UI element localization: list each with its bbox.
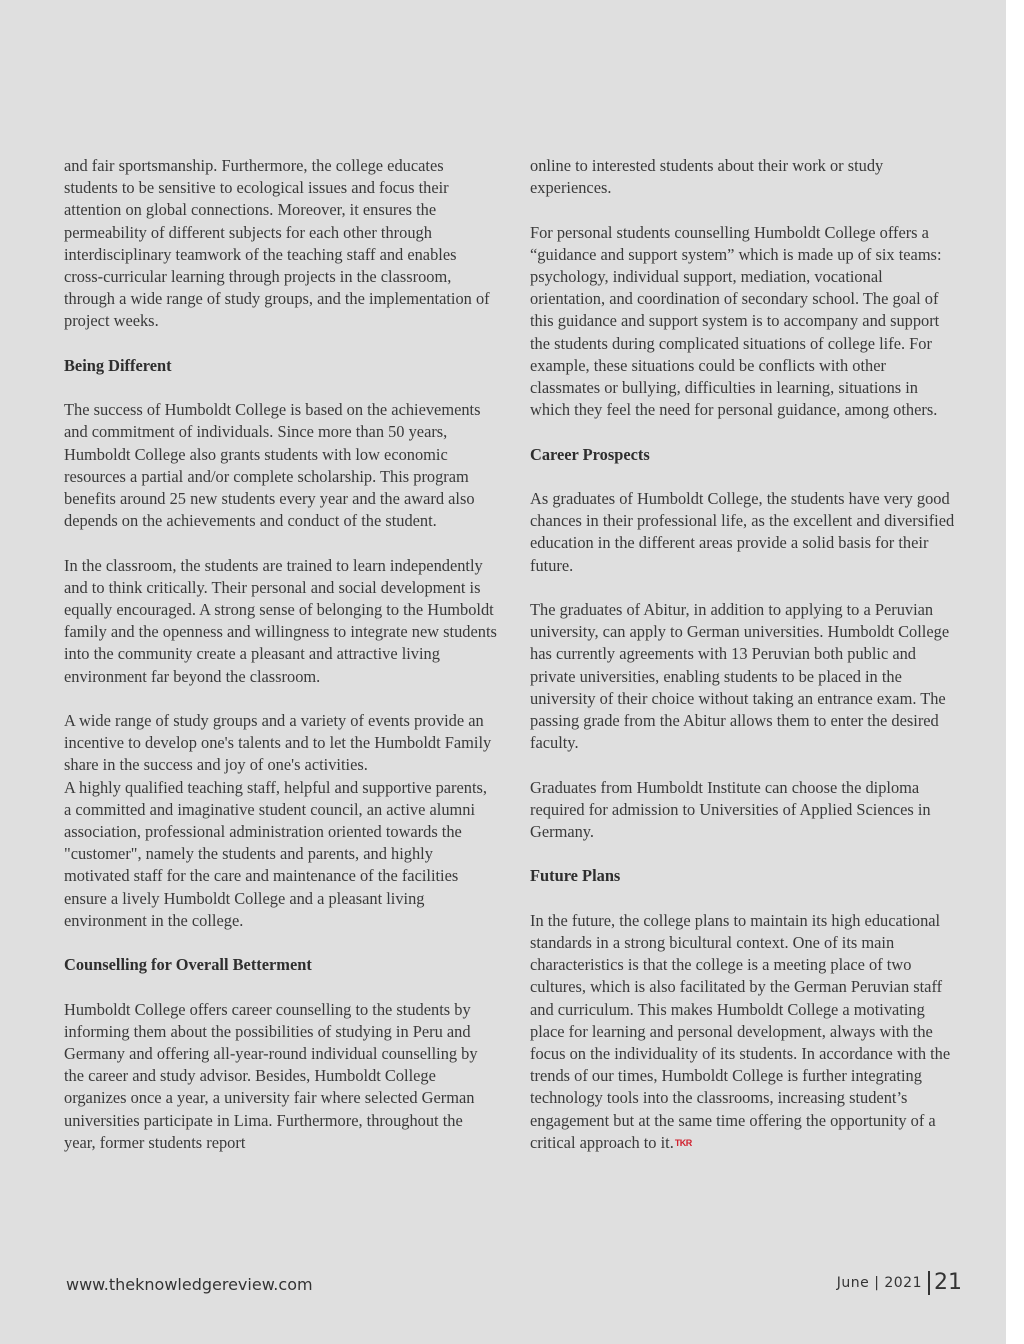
paragraph: A wide range of study groups and a variety of events provide an incentive to develop one's talents and to let the Humboldt Family share in the success and joy of one's activities. xyxy=(64,711,492,775)
paragraph-text: In the future, the college plans to maintain its high educational standards in a strong bicultural context. One of its main characteristics is that the college is a meeting place of two cultures, which is also facilitated by the German Peruvian staff and curriculum. This makes Humboldt College a motivating place for learning and personal development, always with the focus on the individuality of its students. In accordance with the trends of our times, Humboldt College is further integrating technology tools into the classrooms, increasing student’s engagement but at the same time offering the opportunity of a critical approach to it. xyxy=(530,910,951,1152)
paragraph: As graduates of Humboldt College, the students have very good chances in their professional life, as the excellent and diversified education in the different areas provide a solid basis for their future. xyxy=(530,489,955,575)
page-edge xyxy=(1006,0,1024,1344)
section-heading-future-plans: Future Plans xyxy=(530,866,621,886)
left-column xyxy=(64,155,498,1176)
section-heading-counselling: Counselling for Overall Betterment xyxy=(64,955,312,975)
divider xyxy=(928,1271,930,1295)
paragraph: The graduates of Abitur, in addition to applying to a Peruvian university, can apply to German universities. Humboldt College has currently agreements with 13 Peruvian both public and private universities, enabling students to be placed in the university of their choice without taking an entrance exam. The passing grade from the Abitur allows them to enter the desired faculty. xyxy=(530,600,950,753)
right-column xyxy=(530,155,960,1176)
section-heading-career-prospects: Career Prospects xyxy=(530,444,650,464)
paragraph: In the classroom, the students are trained to learn independently and to think critically. Their personal and social development is equally encouraged. A strong sense of belonging to the Humboldt family and the openness and willingness to integrate new students into the community create a pleasant and attractive living environment far beyond the classroom. xyxy=(64,555,497,686)
paragraph-final xyxy=(530,910,960,1154)
paragraph: and fair sportsmanship. Furthermore, the college educates students to be sensitive to ecological issues and focus their attention on global connections. Moreover, it ensures the permeability of different subjects for each other through interdisciplinary teamwork of the teaching staff and enables cross-curricular learning through projects in the classroom, through a wide range of study groups, and the implementation of project weeks. xyxy=(64,156,490,331)
tkr-end-mark-icon: TKR xyxy=(674,1137,692,1148)
issue-date: June | 2021 xyxy=(836,1274,922,1291)
paragraph: online to interested students about their work or study experiences. xyxy=(530,156,884,198)
section-heading-being-different: Being Different xyxy=(64,355,172,375)
page-number: 21 xyxy=(934,1270,962,1295)
paragraph: For personal students counselling Humboldt College offers a “guidance and support system” which is made up of six teams: psychology, individual support, mediation, vocational orientation, and coordination of secondary school. The goal of this guidance and support system is to accompany and support the students during complicated situations of college life. For example, these situations could be conflicts with other classmates or bullying, difficulties in learning, situations in which they feel the need for personal guidance, among others. xyxy=(530,222,942,420)
paragraph: A highly qualified teaching staff, helpful and supportive parents, a committed and imaginative student council, an active alumni association, professional administration oriented towards the "customer", namely the students and parents, and highly motivated staff for the care and maintenance of the facilities ensure a lively Humboldt College and a pleasant living environment in the college. xyxy=(64,777,488,930)
footer-website-link[interactable]: www.theknowledgereview.com xyxy=(66,1275,313,1294)
footer-issue-info xyxy=(837,1270,962,1295)
paragraph: The success of Humboldt College is based on the achievements and commitment of individuals. Since more than 50 years, Humboldt College also grants students with low economic resources a partial and/or complete scholarship. This program benefits around 25 new students every year and the award also depends on the achievements and conduct of the student. xyxy=(64,400,481,531)
paragraph: Graduates from Humboldt Institute can choose the diploma required for admission to Universities of Applied Sciences in Germany. xyxy=(530,777,931,842)
paragraph: Humboldt College offers career counselling to the students by informing them about the possibilities of studying in Peru and Germany and offering all-year-round individual counselling by the career and study advisor. Besides, Humboldt College organizes once a year, a university fair where selected German universities participate in Lima. Furthermore, throughout the year, former students report xyxy=(64,999,478,1152)
